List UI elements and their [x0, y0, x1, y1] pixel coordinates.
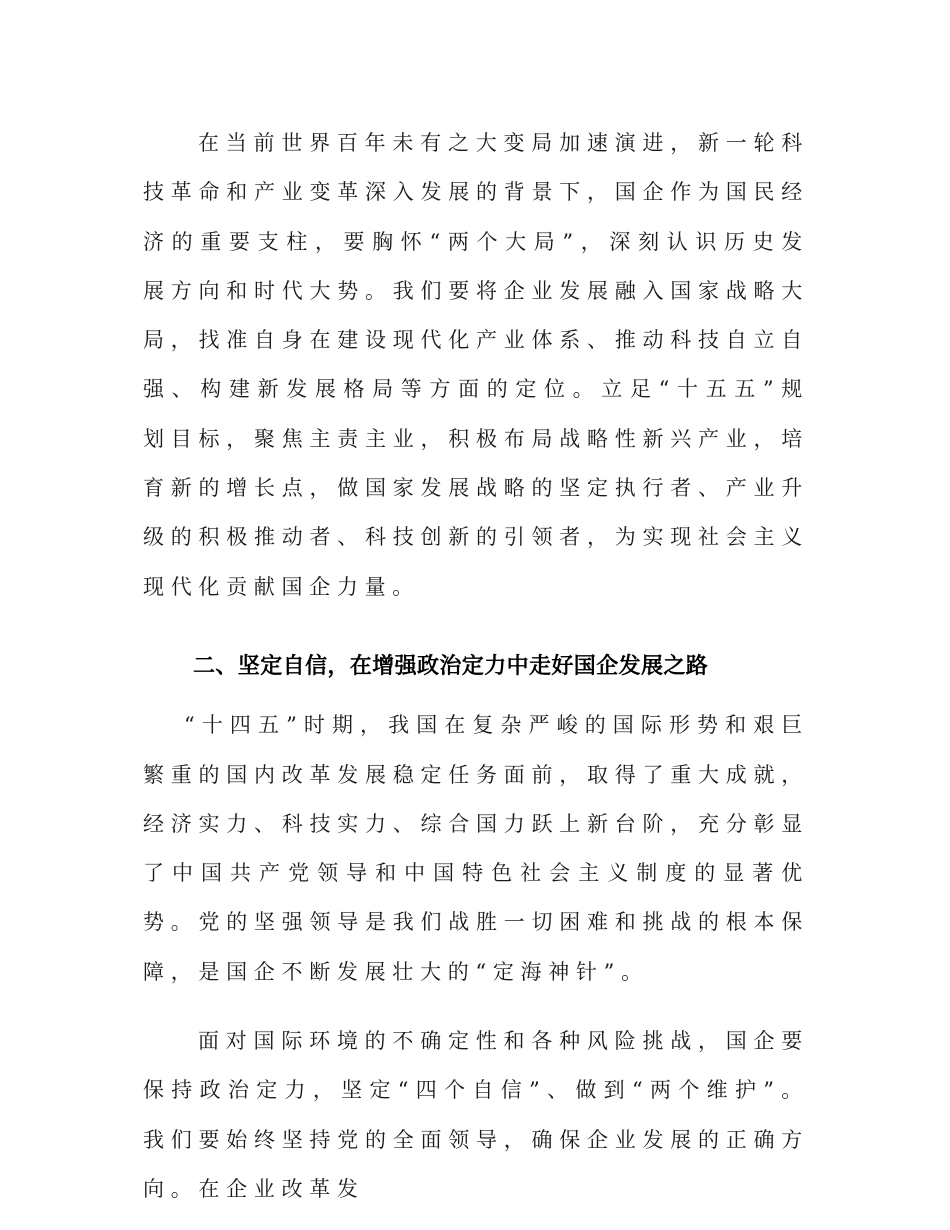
paragraph-3: 面对国际环境的不确定性和各种风险挑战，国企要保持政治定力，坚定“四个自信”、做到“两个维护”。我们要始终坚持党的全面领导，确保企业发展的正确方向。在企业改革发: [143, 1029, 809, 1201]
paragraph-spacer: [143, 997, 809, 1017]
paragraph-spacer: [143, 612, 809, 632]
section-heading: 二、坚定自信，在增强政治定力中走好国企发展之路: [193, 653, 709, 679]
paragraph-1: 在当前世界百年未有之大变局加速演进，新一轮科技革命和产业变革深入发展的背景下，国企作为国民经济的重要支柱，要胸怀“两个大局”，深刻认识历史发展方向和时代大势。我们要将企业发展融入国家战略大局，找准自身在建设现代化产业体系、推动科技自立自强、构建新发展格局等方面的定位。立足“十五五”规划目标，聚焦主责主业，积极布局战略性新兴产业，培育新的增长点，做国家发展战略的坚定执行者、产业升级的积极推动者、科技创新的引领者，为实现社会主义现代化贡献国企力量。: [143, 131, 809, 599]
document-body: [143, 119, 809, 1214]
paragraph-2: “十四五”时期，我国在复杂严峻的国际形势和艰巨繁重的国内改革发展稳定任务面前，取得了重大成就，经济实力、科技实力、综合国力跃上新台阶，充分彰显了中国共产党领导和中国特色社会主义制度的显著优势。党的坚强领导是我们战胜一切困难和挑战的根本保障，是国企不断发展壮大的“定海神针”。: [143, 713, 809, 984]
